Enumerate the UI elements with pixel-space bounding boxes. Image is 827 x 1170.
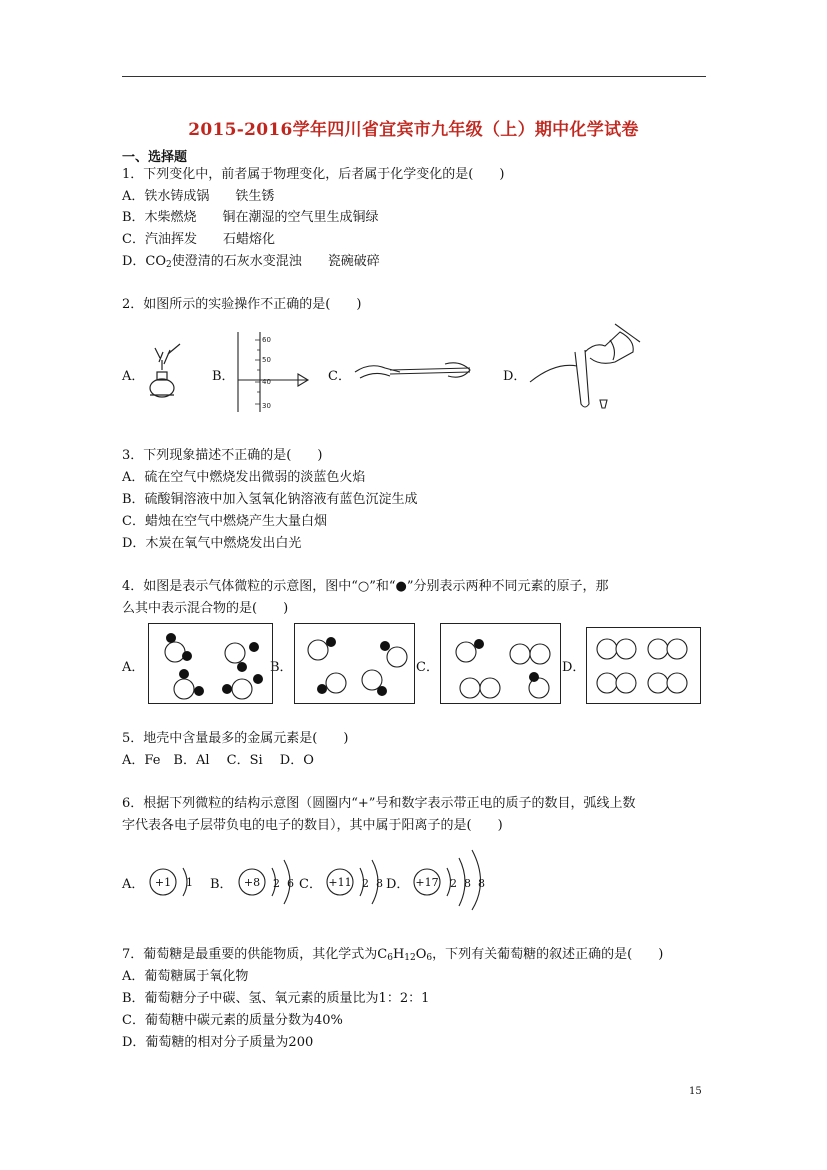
q2-label-a: A． bbox=[122, 369, 145, 384]
q6-label-a: A． bbox=[122, 877, 145, 892]
q3-option-c: C．蜡烛在空气中燃烧产生大量白烟 bbox=[122, 514, 327, 529]
q7-option-b: B．葡萄糖分子中碳、氢、氧元素的质量比为1：2：1 bbox=[122, 991, 430, 1006]
graduated-cylinder-figure bbox=[228, 330, 318, 415]
q7-stem bbox=[122, 947, 663, 966]
nucleus-b: +8 bbox=[243, 876, 261, 889]
q7-option-d: D．葡萄糖的相对分子质量为200 bbox=[122, 1035, 314, 1050]
q4-label-d: D． bbox=[562, 660, 586, 675]
q7-sub-h: 12 bbox=[404, 953, 416, 963]
particle-box-c bbox=[440, 623, 562, 705]
q4-label-a: A． bbox=[122, 660, 145, 675]
shell-b-1: 2 bbox=[273, 877, 280, 890]
shell-c-1: 2 bbox=[362, 877, 369, 890]
q7-stem-pre: 7．葡萄糖是最重要的供能物质，其化学式为C bbox=[122, 947, 388, 962]
q6-label-c: C． bbox=[299, 877, 322, 892]
q1-option-d bbox=[122, 254, 380, 273]
tick-30: 30 bbox=[262, 402, 271, 410]
q3-option-a: A．硫在空气中燃烧发出微弱的淡蓝色火焰 bbox=[122, 470, 366, 485]
shell-b-2: 6 bbox=[287, 877, 294, 890]
shell-c-2: 8 bbox=[376, 877, 383, 890]
particle-box-a bbox=[148, 623, 274, 705]
q4-stem-line1: 4．如图是表示气体微粒的示意图，图中“○”和“●”分别表示两种不同元素的原子，那 bbox=[122, 579, 609, 594]
alcohol-lamp-figure bbox=[140, 340, 195, 405]
q6-label-b: B． bbox=[210, 877, 233, 892]
q1-d-text: 使澄清的石灰水变混浊 瓷碗破碎 bbox=[171, 254, 380, 269]
q1-option-a: A．铁水铸成锅 铁生锈 bbox=[122, 189, 275, 204]
q7-sub-o: 6 bbox=[426, 953, 433, 963]
q7-o: O bbox=[415, 947, 427, 962]
q6-stem-line2: 字代表各电子层带负电的电子的数目），其中属于阳离子的是( ) bbox=[122, 818, 503, 833]
q5-options: A．Fe B．Al C．Si D．O bbox=[122, 753, 314, 768]
q5-stem: 5．地壳中含量最多的金属元素是( ) bbox=[122, 731, 349, 746]
q2-label-c: C． bbox=[328, 369, 351, 384]
tick-50: 50 bbox=[262, 356, 271, 364]
nucleus-d: +17 bbox=[415, 876, 439, 889]
nucleus-c: +11 bbox=[328, 876, 352, 889]
tick-40: 40 bbox=[262, 378, 271, 386]
header-rule bbox=[122, 76, 706, 77]
page-title: 2015-2016学年四川省宜宾市九年级（上）期中化学试卷 bbox=[188, 120, 639, 140]
particle-box-d bbox=[586, 627, 702, 705]
q3-option-b: B．硫酸铜溶液中加入氢氧化钠溶液有蓝色沉淀生成 bbox=[122, 492, 418, 507]
section-heading: 一、选择题 bbox=[122, 150, 188, 165]
shell-d-2: 8 bbox=[464, 877, 471, 890]
q6-stem-line1: 6．根据下列微粒的结构示意图（圆圈内“+”号和数字表示带正电的质子的数目，弧线上数 bbox=[122, 796, 636, 811]
page-number: 15 bbox=[689, 1086, 702, 1097]
q7-stem-post: ，下列有关葡萄糖的叙述正确的是( ) bbox=[432, 947, 664, 962]
atom-diagram-c bbox=[322, 856, 392, 908]
test-tube-heating-figure bbox=[350, 350, 490, 390]
particle-box-b bbox=[294, 623, 416, 705]
nucleus-a: +1 bbox=[154, 876, 172, 889]
q1-option-b: B．木柴燃烧 铜在潮湿的空气里生成铜绿 bbox=[122, 210, 379, 225]
q1-d-formula: D．CO bbox=[122, 254, 167, 269]
q1-d-subscript: 2 bbox=[166, 260, 172, 270]
q2-stem: 2．如图所示的实验操作不正确的是( ) bbox=[122, 297, 362, 312]
q6-label-d: D． bbox=[386, 877, 410, 892]
q1-option-c: C．汽油挥发 石蜡熔化 bbox=[122, 232, 275, 247]
q2-label-b: B． bbox=[212, 369, 235, 384]
q7-option-a: A．葡萄糖属于氧化物 bbox=[122, 969, 249, 984]
atom-diagram-a bbox=[145, 862, 205, 902]
q3-stem: 3．下列现象描述不正确的是( ) bbox=[122, 448, 323, 463]
tick-60: 60 bbox=[262, 336, 271, 344]
q2-label-d: D． bbox=[503, 369, 527, 384]
q7-sub-c: 6 bbox=[387, 953, 393, 963]
pouring-liquid-figure bbox=[525, 322, 645, 412]
atom-diagram-b bbox=[234, 856, 304, 908]
q4-label-b: B． bbox=[270, 660, 293, 675]
q3-option-d: D．木炭在氧气中燃烧发出白光 bbox=[122, 536, 302, 551]
shell-a-1: 1 bbox=[186, 876, 193, 889]
q4-label-c: C． bbox=[416, 660, 439, 675]
q7-option-c: C．葡萄糖中碳元素的质量分数为40% bbox=[122, 1013, 343, 1028]
q7-h: H bbox=[392, 947, 405, 962]
shell-d-3: 8 bbox=[478, 877, 485, 890]
q1-stem: 1．下列变化中，前者属于物理变化，后者属于化学变化的是( ) bbox=[122, 167, 505, 182]
q4-stem-line2: 么其中表示混合物的是( ) bbox=[122, 601, 289, 616]
shell-d-1: 2 bbox=[450, 877, 457, 890]
atom-diagram-d bbox=[409, 848, 497, 912]
